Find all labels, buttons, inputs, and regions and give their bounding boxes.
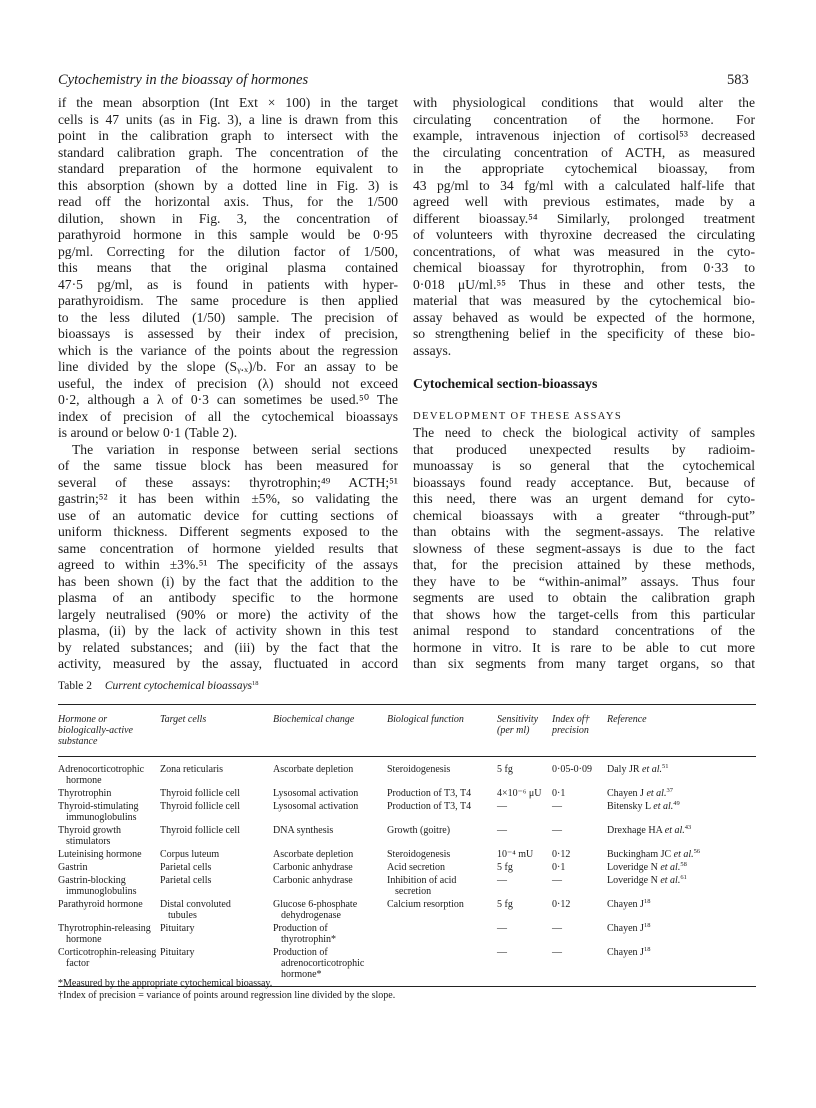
reference-number: 51	[662, 763, 669, 770]
precision-cell: 0·05-0·09	[552, 764, 592, 775]
hormone-cell	[58, 898, 160, 922]
cell-text: Parathyroid hormone	[58, 899, 143, 910]
text-line: dilution, shown in Fig. 3, the concentration of	[58, 210, 398, 226]
text-line: useful, the index of precision (λ) should not exceed	[58, 375, 398, 391]
header-text: Reference	[607, 714, 647, 725]
table-number: Table 2	[58, 680, 93, 692]
cell-text: Acid secretion	[387, 862, 446, 873]
target-cells-cell	[160, 757, 273, 787]
reference-cell	[607, 757, 756, 787]
sensitivity-cell: 5 fg	[497, 899, 513, 910]
cell-text: Gastrin	[58, 862, 88, 873]
paragraph	[58, 442, 398, 673]
caption-reference: 18	[252, 680, 259, 687]
cell-text: Thyroid growth	[58, 825, 122, 836]
sensitivity-cell: —	[497, 875, 507, 886]
text-line: by related substances; and (iii) by the fact that the	[58, 639, 398, 655]
sensitivity-cell: —	[497, 801, 507, 812]
text-line: bioassays is assessed by their index of precision,	[58, 326, 398, 341]
hormone-cell	[58, 757, 160, 787]
text-line: that produced unexpected results by radioim-	[413, 441, 755, 457]
precision-cell: —	[552, 923, 562, 934]
sensitivity-cell: 10⁻⁴ mU	[497, 849, 534, 860]
cell-text: Pituitary	[160, 947, 195, 958]
reference-author: Buckingham JC	[607, 849, 672, 860]
text-line: assays.	[413, 342, 452, 358]
text-line: to the less diluted (1/50) sample. The precision of	[58, 309, 398, 325]
text-line: has been shown (i) by the fact that the addition to the	[58, 573, 398, 589]
target-cells-cell	[160, 848, 273, 861]
cell-text: Ascorbate depletion	[273, 764, 354, 775]
reference-etal: et al.	[673, 849, 694, 860]
text-line: standard calibration graph. The concentration of the	[58, 144, 398, 160]
text-line: cells is 47 units (as in Fig. 3), a line is drawn from this	[58, 111, 398, 127]
footnote-asterisk: *Measured by the appropriate cytochemical bioassay.	[58, 978, 273, 989]
cell-text: Production of	[273, 947, 328, 958]
cell-text: Production of T3, T4	[387, 788, 472, 799]
paragraph	[413, 425, 755, 673]
target-cells-cell	[160, 922, 273, 946]
reference-number: 43	[684, 824, 692, 831]
text-line: circulating concentration of the hormone. For	[413, 111, 755, 127]
text-line: of the same tissue block has been measured for	[58, 458, 398, 473]
column-header	[497, 705, 552, 756]
cell-text: Lysosomal activation	[273, 801, 359, 812]
text-line: standard preparation of the hormone equivalent to	[58, 161, 398, 176]
column-header	[273, 705, 387, 756]
subsection-heading: DEVELOPMENT OF THESE ASSAYS	[413, 410, 623, 422]
cell-text: Luteinising hormone	[58, 849, 142, 860]
cell-text: Thyroid-stimulating	[58, 801, 139, 812]
cell-text: Growth (goitre)	[387, 825, 451, 836]
text-line: assay behaved as would be expected of the hormone,	[413, 309, 755, 325]
reference-cell	[607, 824, 756, 848]
text-line: uniform thickness. Different segments exposed to the	[58, 524, 398, 539]
reference-author: Loveridge N	[607, 875, 658, 886]
text-line: read off the horizontal axis. Thus, for the 1/500	[58, 194, 398, 209]
biological-function-cell	[387, 848, 497, 861]
biochemical-change-cell	[273, 861, 387, 874]
text-line: pg/ml. Correcting for the dilution factor of 1/500,	[58, 243, 398, 259]
cell-text: Thyrotrophin-releasing	[58, 923, 151, 934]
cell-text: Thyroid follicle cell	[160, 825, 240, 836]
column-header	[387, 705, 497, 756]
text-line: this means that the original plasma contained	[58, 260, 398, 275]
cell-text: hormone	[66, 775, 102, 786]
text-line: that, for the precision attained by these methods,	[413, 557, 755, 572]
cell-text: Production of	[273, 923, 328, 934]
reference-etal: et al.	[653, 801, 674, 812]
cell-text: Glucose 6-phosphate	[273, 899, 358, 910]
biochemical-change-cell	[273, 757, 387, 787]
column-header	[58, 705, 160, 756]
reference-cell	[607, 787, 756, 800]
text-line: which is the variance of the points about the regression	[58, 342, 398, 358]
reference-number: 18	[643, 898, 651, 905]
cell-text: hormone*	[281, 969, 322, 980]
reference-author: Loveridge N	[607, 862, 658, 873]
reference-number: 56	[693, 848, 701, 855]
cell-text: Lysosomal activation	[273, 788, 359, 799]
reference-number: 18	[643, 946, 651, 953]
reference-etal: et al.	[660, 862, 681, 873]
paragraph	[58, 95, 398, 442]
text-line: chemical bioassay for thyrotrophin, from 0·33 to	[413, 260, 755, 275]
header-text: Target cells	[160, 714, 207, 725]
table-row	[58, 824, 756, 848]
cell-text: Pituitary	[160, 923, 195, 934]
reference-number: 58	[680, 861, 687, 868]
precision-cell: 0·1	[552, 788, 566, 799]
biochemical-change-cell	[273, 946, 387, 986]
precision-cell: 0·12	[552, 899, 571, 910]
target-cells-cell	[160, 861, 273, 874]
cell-text: hormone	[66, 934, 102, 945]
cell-text: immunoglobulins	[66, 812, 137, 823]
cell-text: Parietal cells	[160, 875, 212, 886]
cell-text: Steroidogenesis	[387, 764, 451, 775]
column-header	[160, 705, 273, 756]
sensitivity-cell: 4×10⁻⁶ μU	[497, 788, 542, 799]
reference-author: Chayen J	[607, 947, 644, 958]
text-line: the circulating concentration of ACTH, as measured	[413, 144, 755, 160]
text-line: that shows how the target-cells from this particular	[413, 606, 755, 622]
text-line: if the mean absorption (Int Ext × 100) in the target	[58, 95, 398, 110]
sensitivity-cell: —	[497, 825, 507, 836]
text-line: largely neutralised (90% or more) the activity of the	[58, 606, 398, 622]
table-row	[58, 800, 756, 824]
column-header	[552, 705, 607, 756]
precision-cell: —	[552, 825, 562, 836]
text-line: agreed to within ±3%.⁵¹ The specificity of the assays	[58, 557, 398, 572]
target-cells-cell	[160, 787, 273, 800]
cell-text: Calcium resorption	[387, 899, 464, 910]
table-caption	[58, 680, 259, 692]
biological-function-cell	[387, 922, 497, 946]
text-line: than six segments from many target organs, so that	[413, 656, 755, 671]
reference-number: 37	[666, 787, 673, 794]
table-row	[58, 787, 756, 800]
cell-text: secretion	[395, 886, 432, 897]
text-line: munoassay is so general that the cytochemical	[413, 458, 755, 473]
reference-cell	[607, 874, 756, 898]
precision-cell: —	[552, 801, 562, 812]
reference-author: Chayen J	[607, 923, 644, 934]
hormone-cell	[58, 874, 160, 898]
reference-etal: et al.	[642, 764, 662, 775]
cell-text: Production of T3, T4	[387, 801, 472, 812]
table-row	[58, 898, 756, 922]
biochemical-change-cell	[273, 848, 387, 861]
cell-text: Carbonic anhydrase	[273, 875, 353, 886]
cell-text: immunoglobulins	[66, 886, 137, 897]
text-line: bioassays found ready acceptance. But, because of	[413, 474, 755, 490]
text-line: in the appropriate cytochemical bioassay, from	[413, 161, 755, 176]
biological-function-cell	[387, 824, 497, 848]
header-text: Hormone or	[58, 714, 108, 725]
text-line: example, intravenous injection of cortisol⁵³ decreased	[413, 128, 755, 143]
text-line: activity, measured by the assay, fluctuated in accord	[58, 656, 398, 671]
text-line: concentrations, of what was measured in the cyto-	[413, 243, 755, 259]
hormone-cell	[58, 824, 160, 848]
header-text: Sensitivity	[497, 714, 539, 725]
page-number: 583	[727, 72, 749, 88]
header-text: substance	[58, 736, 98, 747]
hormone-cell	[58, 848, 160, 861]
cell-text: Corpus luteum	[160, 849, 220, 860]
text-line: use of an automatic device for cutting sections of	[58, 507, 398, 523]
reference-etal: et al.	[660, 875, 681, 886]
biochemical-change-cell	[273, 874, 387, 898]
reference-etal: et al.	[646, 788, 667, 799]
cell-text: Parietal cells	[160, 862, 212, 873]
text-line: 0·2, although a λ of 0·3 can sometimes be used.⁵⁰ The	[58, 392, 398, 407]
cell-text: dehydrogenase	[281, 910, 341, 921]
text-line: with physiological conditions that would alter the	[413, 95, 755, 110]
precision-cell: —	[552, 875, 562, 886]
section-heading: Cytochemical section-bioassays	[413, 375, 598, 391]
cell-text: adrenocorticotrophic	[281, 958, 365, 969]
reference-author: Drexhage HA	[607, 825, 663, 836]
header-text: precision	[552, 725, 589, 736]
text-line: several of these assays: thyrotrophin;⁴⁹ ACTH;⁵¹	[58, 474, 398, 490]
table-title: Current cytochemical bioassays	[104, 680, 253, 692]
biological-function-cell	[387, 946, 497, 986]
text-line: same concentration of hormone yielded results that	[58, 540, 398, 556]
text-line: animal respond to standard concentrations of the	[413, 623, 755, 638]
reference-cell	[607, 861, 756, 874]
reference-number: 61	[680, 874, 687, 881]
cell-text: Thyroid follicle cell	[160, 788, 240, 799]
text-line: material that was measured by the cytochemical bio-	[413, 293, 755, 308]
text-line: chemical bioassays with a greater “through-put”	[413, 507, 755, 523]
text-line: point in the calibration graph to intersect with the	[58, 128, 398, 143]
text-line: is around or below 0·1 (Table 2).	[58, 425, 238, 440]
table-row	[58, 922, 756, 946]
cell-text: tubules	[168, 910, 197, 921]
sensitivity-cell: 5 fg	[497, 764, 513, 775]
text-line: parathyroid hormone in this sample would be 0·95	[58, 227, 398, 242]
cell-text: thyrotrophin*	[281, 934, 336, 945]
cell-text: Inhibition of acid	[387, 875, 457, 886]
text-line: parathyroidism. The same procedure is then applied	[58, 293, 398, 308]
cell-text: factor	[66, 958, 90, 969]
cell-text: Distal convoluted	[160, 899, 231, 910]
reference-cell	[607, 946, 756, 986]
reference-cell	[607, 800, 756, 824]
sensitivity-cell: —	[497, 923, 507, 934]
cell-text: Carbonic anhydrase	[273, 862, 353, 873]
table-header-row	[58, 705, 756, 756]
target-cells-cell	[160, 800, 273, 824]
text-line: 0·018 μU/ml.⁵⁵ Thus in these and other tests, the	[413, 276, 755, 292]
biological-function-cell	[387, 898, 497, 922]
hormone-cell	[58, 787, 160, 800]
table-row	[58, 848, 756, 861]
cell-text: Thyrotrophin	[58, 788, 112, 799]
text-line: different bioassay.⁵⁴ Similarly, prolonged treatment	[413, 210, 755, 226]
biological-function-cell	[387, 800, 497, 824]
reference-author: Bitensky L	[607, 801, 651, 812]
reference-cell	[607, 898, 756, 922]
sensitivity-cell: 5 fg	[497, 862, 513, 873]
bioassay-table	[58, 704, 756, 987]
hormone-cell	[58, 922, 160, 946]
biological-function-cell	[387, 861, 497, 874]
text-line: agreed well with previous estimates, made by a	[413, 194, 755, 209]
biological-function-cell	[387, 757, 497, 787]
right-column	[413, 95, 755, 673]
sensitivity-cell: —	[497, 947, 507, 958]
running-title: Cytochemistry in the bioassay of hormones	[58, 72, 309, 88]
biochemical-change-cell	[273, 800, 387, 824]
biochemical-change-cell	[273, 787, 387, 800]
text-line: index of precision of all the cytochemical bioassays	[58, 408, 398, 424]
cell-text: Ascorbate depletion	[273, 849, 354, 860]
column-header	[607, 705, 756, 756]
biological-function-cell	[387, 874, 497, 898]
text-line: 47·5 pg/ml, as is found in patients with hyper-	[58, 276, 398, 292]
header-text: (per ml)	[497, 725, 530, 736]
hormone-cell	[58, 861, 160, 874]
text-line: The need to check the biological activity of samples	[413, 425, 755, 440]
reference-number: 18	[643, 922, 651, 929]
reference-cell	[607, 922, 756, 946]
cell-text: Thyroid follicle cell	[160, 801, 240, 812]
precision-cell: —	[552, 947, 562, 958]
header-text: Biochemical change	[273, 714, 355, 725]
biochemical-change-cell	[273, 922, 387, 946]
text-line: plasma, (ii) by the lack of activity shown in this test	[58, 623, 398, 638]
text-line: they have to be “within-animal” assays. Thus four	[413, 573, 755, 589]
hormone-cell	[58, 800, 160, 824]
target-cells-cell	[160, 898, 273, 922]
text-line: this need, there was an urgent demand for cyto-	[413, 491, 755, 506]
text-line: plasma of an antibody specific to the hormone	[58, 590, 398, 605]
biochemical-change-cell	[273, 898, 387, 922]
table-row	[58, 861, 756, 874]
header-text: biologically-active	[58, 725, 133, 736]
biochemical-change-cell	[273, 824, 387, 848]
left-column	[58, 95, 398, 673]
cell-text: Gastrin-blocking	[58, 875, 126, 886]
text-line: so strengthening belief in the specificity of these bio-	[413, 326, 755, 341]
paragraph	[413, 95, 755, 359]
table-row	[58, 757, 756, 787]
cell-text: DNA synthesis	[273, 825, 334, 836]
text-line: segments are used to obtain the calibration graph	[413, 590, 755, 605]
biological-function-cell	[387, 787, 497, 800]
footnote-dagger: †Index of precision = variance of points around regression line divided by the slope.	[58, 990, 396, 1001]
header-text: Index of†	[552, 714, 590, 725]
text-line: 43 pg/ml to 34 fg/ml with a calculated half-life that	[413, 177, 755, 193]
reference-etal: et al.	[664, 825, 685, 836]
reference-author: Daly JR	[607, 764, 640, 775]
reference-cell	[607, 848, 756, 861]
reference-author: Chayen J	[607, 899, 644, 910]
cell-text: Steroidogenesis	[387, 849, 451, 860]
text-line: than obtains with the segment-assays. The relative	[413, 524, 755, 539]
text-line: The variation in response between serial sections	[72, 441, 398, 457]
precision-cell: 0·1	[552, 862, 566, 873]
cell-text: Corticotrophin-releasing	[58, 947, 157, 958]
precision-cell: 0·12	[552, 849, 571, 860]
text-line: this absorption (shown by a dotted line in Fig. 3) is	[58, 177, 398, 193]
text-line: gastrin;⁵² it has been within ±5%, so validating the	[58, 491, 398, 506]
header-text: Biological function	[387, 714, 464, 725]
table-row	[58, 874, 756, 898]
text-line: of volunteers with thyroxine decreased the circulating	[413, 227, 755, 242]
reference-number: 49	[673, 800, 680, 807]
text-line: line divided by the slope (Sᵧ.ₓ)/b. For an assay to be	[58, 359, 398, 374]
text-line: hormone in vitro. It is rare to be able to cut more	[413, 639, 755, 655]
cell-text: Zona reticularis	[160, 764, 224, 775]
target-cells-cell	[160, 874, 273, 898]
reference-author: Chayen J	[607, 788, 644, 799]
cell-text: stimulators	[66, 836, 111, 847]
text-line: slowness of these segment-assays is due to the fact	[413, 540, 755, 556]
cell-text: Adrenocorticotrophic	[58, 764, 145, 775]
target-cells-cell	[160, 824, 273, 848]
